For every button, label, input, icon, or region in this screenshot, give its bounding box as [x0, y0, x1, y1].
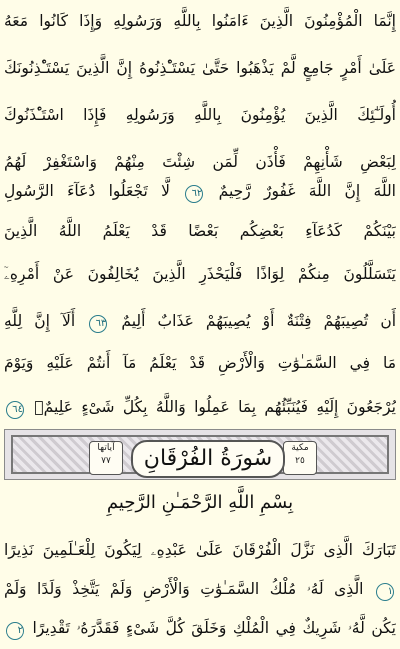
- surah-header: [4, 429, 396, 480]
- surah-header-frame: [11, 435, 389, 474]
- verse-line-1: إِنَّمَا الْمُؤْمِنُونَ الَّذِينَ ءَامَنُوا بِاللَّهِ وَرَسُولِهِ وَإِذَا كَانُوا مَعَهُ: [4, 12, 396, 30]
- verse-line-9: مَا فِي السَّمَـٰوَٰتِ وَالْأَرْضِ قَدْ يَعْلَمُ مَآ أَنتُمْ عَلَيْهِ وَيَوْمَ: [4, 354, 396, 372]
- verse-line-2: عَلَىٰ أَمْرٍ جَامِعٍ لَّمْ يَذْهَبُوا حَتَّىٰ يَسْتَـْٔذِنُوهُ إِنَّ الَّذِينَ يَسْتَـْٔذِنُونَكَ: [4, 59, 396, 77]
- ayah-number-marker: ٦٤: [4, 390, 26, 426]
- basmala: بِسْمِ اللَّهِ الرَّحْمَـٰنِ الرَّحِيمِ: [106, 492, 294, 513]
- verse-line-4: لِبَعْضِ شَأْنِهِمْ فَأْذَن لِّمَن شِئْتَ مِنْهُمْ وَاسْتَغْفِرْ لَهُمُ: [4, 153, 396, 171]
- ayah-number-marker: ١: [374, 572, 396, 608]
- verse-line-11: تَبَارَكَ الَّذِى نَزَّلَ الْفُرْقَانَ عَلَىٰ عَبْدِهِۦ لِيَكُونَ لِلْعَـٰلَمِينَ نَذِيرًا: [4, 541, 396, 559]
- verse-line-3: أُولَـٰٓئِكَ الَّذِينَ يُؤْمِنُونَ بِاللَّهِ وَرَسُولِهِ فَإِذَا اسْتَـْٔذَنُوكَ: [4, 106, 396, 124]
- ayah-number-marker: ٦٢: [183, 174, 205, 210]
- ayah-number-marker: ٦٣: [87, 304, 109, 340]
- verse-line-7: يَتَسَلَّلُونَ مِنكُمْ لِوَاذًا فَلْيَحْذَرِ الَّذِينَ يُخَالِفُونَ عَنْ أَمْرِهِۦٓ: [4, 265, 396, 283]
- revelation-badge: مكية ٢٥: [283, 441, 317, 475]
- ayah-count-badge: آياتها ٧٧: [89, 441, 123, 475]
- verse-line-13: يَكُن لَّهُۥ شَرِيكٌ فِي الْمُلْكِ وَخَلَقَ كُلَّ شَىْءٍ فَقَدَّرَهُۥ تَقْدِيرًا ٢: [4, 609, 396, 647]
- verse-line-8: أَن تُصِيبَهُمْ فِتْنَةٌ أَوْ يُصِيبَهُمْ عَذَابٌ أَلِيمٌ ٦٣ أَلَآ إِنَّ لِلَّهِ: [4, 302, 396, 340]
- surah-title: سُورَةُ الفُرْقَانِ: [131, 440, 285, 478]
- verse-line-6: بَيْنَكُمْ كَدُعَآءِ بَعْضِكُم بَعْضًا قَدْ يَعْلَمُ اللَّهُ الَّذِينَ: [4, 222, 396, 240]
- verse-line-12: ١ الَّذِى لَهُۥ مُلْكُ السَّمَـٰوَٰتِ وَالْأَرْضِ وَلَمْ يَتَّخِذْ وَلَدًا وَلَمْ: [4, 570, 396, 608]
- verse-line-5: اللَّهَ إِنَّ اللَّهَ غَفُورٌ رَّحِيمٌ ٦٢ لَّا تَجْعَلُوا دُعَآءَ الرَّسُولِ: [4, 172, 396, 210]
- verse-line-10: يُرْجَعُونَ إِلَيْهِ فَيُنَبِّئُهُم بِمَا عَمِلُوا وَاللَّهُ بِكُلِّ شَىْءٍ عَلِيمٌۢ ٦٤: [4, 388, 396, 426]
- ayah-number-marker: ٢: [4, 611, 26, 647]
